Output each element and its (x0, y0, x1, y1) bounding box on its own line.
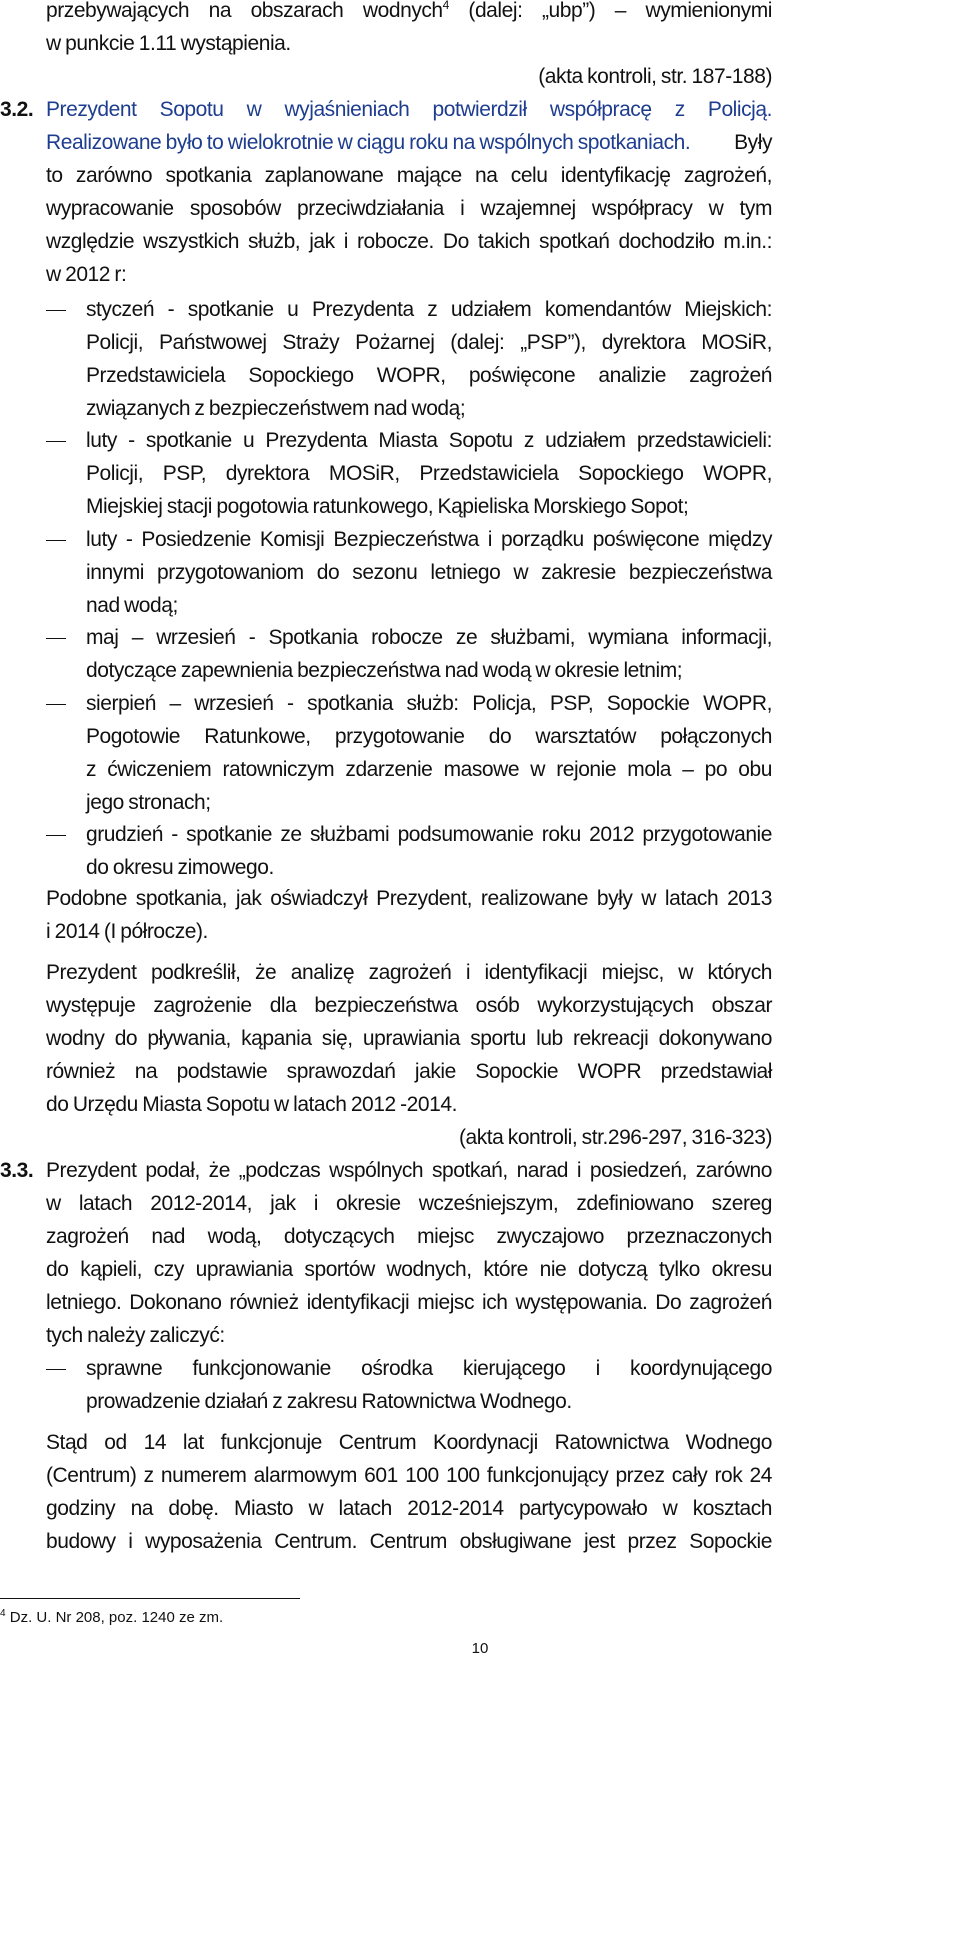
paragraph-line: Stąd od 14 lat funkcjonuje Centrum Koordynacji Ratownictwa Wodnego (46, 1431, 772, 1454)
list-item-line: sprawne funkcjonowanie ośrodka kierującego i koordynującego (86, 1357, 772, 1380)
list-item-line: luty - spotkanie u Prezydenta Miasta Sopotu z udziałem przedstawicieli: (86, 429, 772, 452)
paragraph-line: Podobne spotkania, jak oświadczył Prezydent, realizowane były w latach 2013 (46, 887, 772, 910)
paragraph-line: Były (734, 131, 772, 154)
paragraph-line: względzie wszystkich służb, jak i robocze. Do takich spotkań dochodziło m.in.: (46, 230, 772, 253)
footnote-separator (0, 1598, 300, 1599)
list-item-line: dotyczące zapewnienia bezpieczeństwa nad wodą w okresie letnim; (86, 659, 683, 682)
paragraph-line: wodny do pływania, kąpania się, uprawiania sportu lub rekreacji dokonywano (46, 1027, 772, 1050)
source-reference: (akta kontroli, str. 187-188) (538, 65, 772, 88)
paragraph-line: wypracowanie sposobów przeciwdziałania i wzajemnej współpracy w tym (46, 197, 772, 220)
list-item-line: grudzień - spotkanie ze służbami podsumowanie roku 2012 przygotowanie (86, 823, 772, 846)
footnote (0, 1607, 223, 1629)
footnote-number: 4 (0, 1608, 6, 1619)
list-item-line: związanych z bezpieczeństwem nad wodą; (86, 397, 466, 420)
paragraph-line: to zarówno spotkania zaplanowane mające na celu identyfikację zagrożeń, (46, 164, 772, 187)
list-item-line: jego stronach; (86, 791, 211, 814)
paragraph-line: w 2012 r: (46, 263, 127, 286)
list-item-line: do okresu zimowego. (86, 856, 274, 879)
list-item-line: innymi przygotowaniom do sezonu letniego w zakresie bezpieczeństwa (86, 561, 772, 584)
page-number: 10 (471, 1640, 489, 1657)
paragraph-line: zagrożeń nad wodą, dotyczących miejsc zwyczajowo przeznaczonych (46, 1225, 772, 1248)
page-number-container (0, 1640, 960, 1657)
paragraph-line: letniego. Dokonano również identyfikacji miejsc ich występowania. Do zagrożeń (46, 1291, 772, 1314)
paragraph-line: przebywających na obszarach wodnych$^4$ (dalej: „ubp”) – wymienionymi (46, 0, 772, 22)
paragraph-line: Prezydent Sopotu w wyjaśnieniach potwierdził współpracę z Policją. (46, 98, 772, 121)
footnote-text: Dz. U. Nr 208, poz. 1240 ze zm. (9, 1609, 224, 1626)
paragraph-line: tych należy zaliczyć: (46, 1324, 225, 1347)
list-dash (46, 835, 66, 836)
paragraph-line: również na podstawie sprawozdań jakie Sopockie WOPR przedstawiał (46, 1060, 772, 1083)
list-item-line: Pogotowie Ratunkowe, przygotowanie do warsztatów połączonych (86, 725, 772, 748)
paragraph-line: Prezydent podał, że „podczas wspólnych spotkań, narad i posiedzeń, zarówno (46, 1159, 772, 1182)
list-dash (46, 704, 66, 705)
list-dash (46, 638, 66, 639)
paragraph-line: występuje zagrożenie dla bezpieczeństwa osób wykorzystujących obszar (46, 994, 772, 1017)
list-item-line: z ćwiczeniem ratowniczym zdarzenie masowe w rejonie mola – po obu (86, 758, 772, 781)
paragraph-line: w latach 2012-2014, jak i okresie wcześniejszym, zdefiniowano szereg (46, 1192, 772, 1215)
section-number: 3.3. (0, 1159, 34, 1182)
paragraph-line: budowy i wyposażenia Centrum. Centrum obsługiwane jest przez Sopockie (46, 1530, 772, 1553)
paragraph-line: godziny na dobę. Miasto w latach 2012-2014 partycypowało w kosztach (46, 1497, 772, 1520)
list-item-line: luty - Posiedzenie Komisji Bezpieczeństwa i porządku poświęcone między (86, 528, 772, 551)
list-item-line: Policji, PSP, dyrektora MOSiR, Przedstawiciela Sopockiego WOPR, (86, 462, 772, 485)
paragraph-line: (Centrum) z numerem alarmowym 601 100 100 funkcjonujący przez cały rok 24 (46, 1464, 772, 1487)
paragraph-line: do kąpieli, czy uprawiania sportów wodnych, które nie dotyczą tylko okresu (46, 1258, 772, 1281)
list-item-line: Przedstawiciela Sopockiego WOPR, poświęcone analizie zagrożeń (86, 364, 772, 387)
list-dash (46, 540, 66, 541)
list-item-line: prowadzenie działań z zakresu Ratownictwa Wodnego. (86, 1390, 572, 1413)
paragraph-line: Realizowane było to wielokrotnie w ciągu roku na wspólnych spotkaniach. (46, 131, 691, 154)
list-item-line: maj – wrzesień - Spotkania robocze ze służbami, wymiana informacji, (86, 626, 772, 649)
paragraph-line: do Urzędu Miasta Sopotu w latach 2012 -2014. (46, 1093, 457, 1116)
paragraph-line: i 2014 (I półrocze). (46, 920, 208, 943)
list-item-line: sierpień – wrzesień - spotkania służb: Policja, PSP, Sopockie WOPR, (86, 692, 772, 715)
list-item-line: Miejskiej stacji pogotowia ratunkowego, Kąpieliska Morskiego Sopot; (86, 495, 689, 518)
list-item-line: Policji, Państwowej Straży Pożarnej (dalej: „PSP”), dyrektora MOSiR, (86, 331, 772, 354)
list-dash (46, 1369, 66, 1370)
list-item-line: nad wodą; (86, 594, 178, 617)
section-number: 3.2. (0, 98, 34, 121)
source-reference: (akta kontroli, str.296-297, 316-323) (458, 1126, 772, 1149)
list-dash (46, 310, 66, 311)
paragraph-line: Prezydent podkreślił, że analizę zagrożeń i identyfikacji miejsc, w których (46, 961, 772, 984)
list-item-line: styczeń - spotkanie u Prezydenta z udziałem komendantów Miejskich: (86, 298, 772, 321)
footnote-reference: 4 (442, 0, 449, 12)
paragraph-line: w punkcie 1.11 wystąpienia. (46, 32, 291, 55)
list-dash (46, 441, 66, 442)
